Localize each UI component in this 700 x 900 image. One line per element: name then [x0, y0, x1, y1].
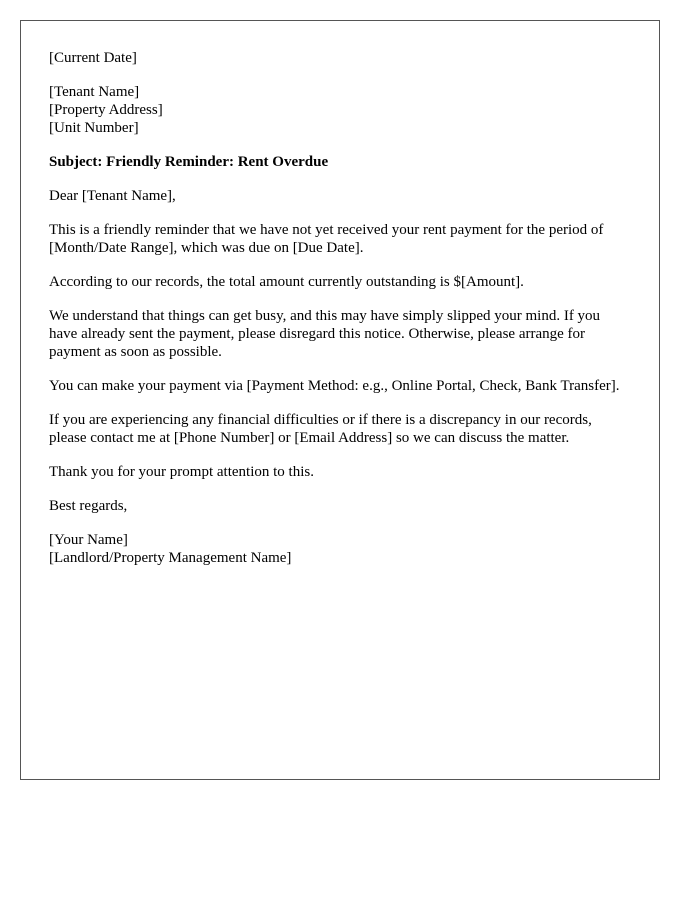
paragraph-thanks: Thank you for your prompt attention to this. [49, 464, 314, 480]
signature-block [49, 531, 631, 567]
signature-name: [Your Name] [49, 532, 128, 548]
paragraph-amount-outstanding: According to our records, the total amount currently outstanding is $[Amount]. [49, 274, 524, 290]
letter-page [20, 20, 660, 780]
paragraph-payment-methods: You can make your payment via [Payment Method: e.g., Online Portal, Check, Bank Transfer]. [49, 378, 620, 394]
paragraph-understanding: We understand that things can get busy, and this may have simply slipped your mind. If you have already sent the payment, please disregard this notice. Otherwise, please arrange for payment as soon as possible. [49, 308, 601, 360]
recipient-address: [Property Address] [49, 102, 163, 118]
paragraph-contact: If you are experiencing any financial difficulties or if there is a discrepancy in our records, please contact me at [Phone Number] or [Email Address] so we can discuss the matter. [49, 412, 592, 446]
recipient-name: [Tenant Name] [49, 84, 140, 100]
letter-date: [Current Date] [49, 50, 137, 66]
closing: Best regards, [49, 498, 128, 514]
signature-organization: [Landlord/Property Management Name] [49, 550, 292, 566]
letter-subject: Subject: Friendly Reminder: Rent Overdue [49, 154, 329, 170]
salutation: Dear [Tenant Name], [49, 188, 176, 204]
recipient-unit: [Unit Number] [49, 120, 139, 136]
recipient-block [49, 83, 631, 137]
paragraph-payment-not-received: This is a friendly reminder that we have not yet received your rent payment for the period of [Month/Date Range], which was due on [Due Date]. [49, 222, 604, 256]
